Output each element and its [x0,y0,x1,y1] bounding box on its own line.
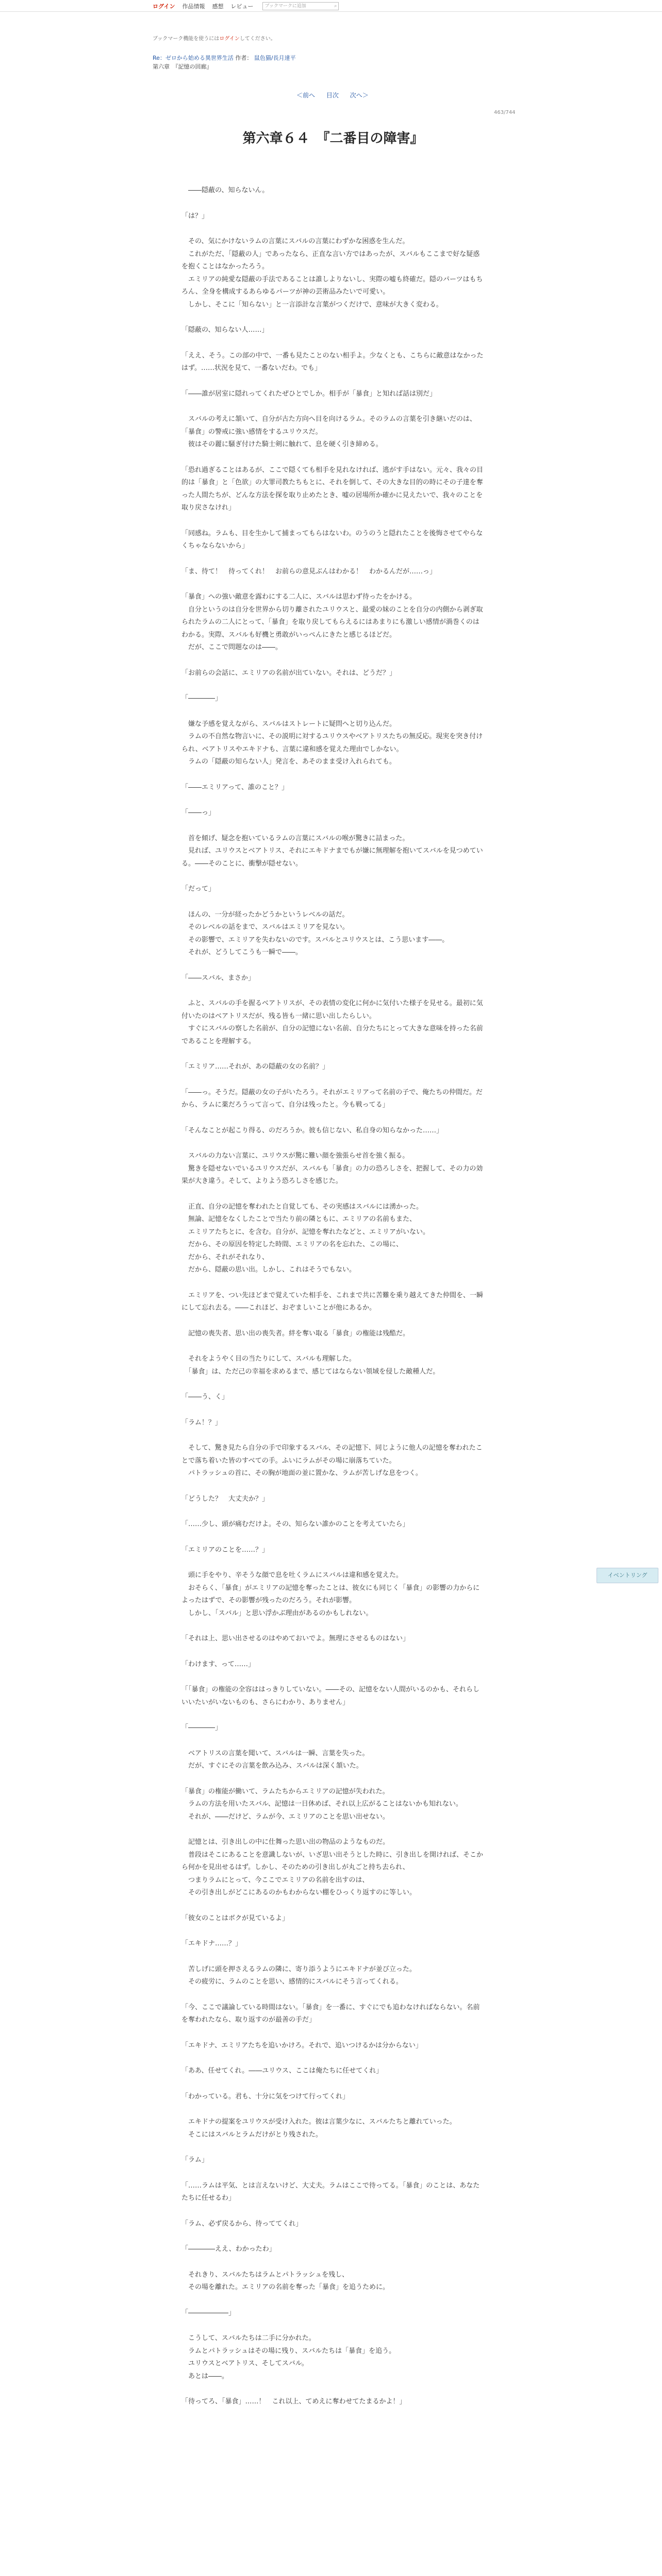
nav-work-info[interactable]: 作品情報 [182,3,205,10]
notice-login-link[interactable]: ログイン [219,36,240,42]
novel-body [181,184,486,2421]
paragraph: ふと、スバルの手を握るベアトリスが、その表情の変化に何かに気付いた様子を見せる。最初に気付いたのはベアトリスだが、残る皆も一緒に思い出したらしい。 すぐにスバルの察した名前が、自分の記憶にない名前、自分たちにとって大きな意味を持った名前であることを理解する。 [181,999,483,1045]
paragraph: 「エキドナ、エミリアたちを追いかけろ。それで、追いつけるかは分からない」 [181,2041,422,2049]
paragraph: 「そんなことが起こり得る、のだろうか。彼も信じない、私自身の知らなかった……」 [181,1126,443,1134]
paragraph: 「――エミリアって、誰のこと？」 [181,783,288,791]
paragraph: 「……少し、頭が痛むだけよ。その、知らない誰かのことを考えていたら」 [181,1520,409,1528]
paragraph: 「ま、待て！ 待ってくれ！ お前らの意見ぶんはわかる！ わかるんだが……っ」 [181,567,437,575]
paragraph: 「エミリア……それが、あの隠蔽の女の名前？」 [181,1063,329,1071]
author-label: 作者： [235,55,253,61]
author-link[interactable]: 鼠色猫/長月達平 [254,55,296,61]
paragraph: 「……ラムは平気、とは言えないけど、大丈夫。ラムはここで待ってる。「暴食」のことは、あなたたちに任せるわ」 [181,2181,480,2202]
paragraph: 「今、ここで議論している時間はない。「暴食」を一番に、すぐにでも追わなければならない。名前を奪われたなら、取り返すのが最善の手だ」 [181,2003,480,2024]
paragraph: 「エミリアのことを……？」 [181,1546,269,1554]
paragraph: 「どうした？ 大丈夫か？」 [181,1495,269,1503]
paragraph: 苦しげに頭を押さえるラムの隣に、寄り添うようにエキドナが並び立った。 その疲労に、ラムのことを思い、感情的にスバルにそう言ってくれる。 [188,1965,416,1986]
paragraph: 「だって」 [181,885,216,893]
paragraph: ――隠蔽の、知らないん。 [181,187,269,194]
notice-suffix: してください。 [239,36,276,42]
paragraph: 「彼女のことはボクが見ているよ」 [181,1914,289,1922]
page-number: 463/744 [494,110,516,115]
paragraph: 「――――ええ、わかったわ」 [181,2245,276,2253]
paragraph: 「同感ね。ラムも、目を生かして捕まってもらはないわ。のうのうと隠れたことを後悔させてやらなくちゃならないから」 [181,529,483,550]
paragraph: こうして、スバルたちは二手に分かれた。 ラムとパトラッシュはその場に残り、スバルたちは「暴食」を追う。 ユリウスとベアトリス、そしてスバル。 あとは――。 [188,2334,396,2380]
side-float-button[interactable]: イベントリング [597,1568,658,1583]
paragraph: 「お前らの会話に、エミリアの名前が出ていない。それは、どうだ？」 [181,669,396,677]
paragraph: 記憶の喪失者、思い出の喪失者。絆を奪い取る「暴食」の権能は残酷だ。 [181,1329,410,1337]
login-link[interactable]: ログイン [153,3,175,10]
paragraph: 「――――」 [181,1724,222,1732]
nav-reviews[interactable]: レビュー [230,3,254,10]
paragraph: ベアトリスの言葉を聞いて、スバルは一瞬、言葉を失った。 だが、すぐにその言葉を飲み込み、スバルは深く頷いた。 [188,1749,369,1770]
paragraph: 「エキドナ……？」 [181,1940,242,1947]
chapter-title: 第六章６４ 『二番目の障害』 [242,131,424,146]
paragraph: 「わかっている。君も、十分に気をつけて行ってくれ」 [181,2092,350,2100]
prev-link[interactable]: ＜前へ [296,92,316,99]
search-icon[interactable]: ⌕ [334,4,337,9]
bookmark-notice [153,34,276,42]
paragraph: エキドナの提案をユリウスが受け入れた。彼は言葉少なに、スバルたちと離れていった。 そこにはスバルとラムだけがとり残された。 [188,2118,456,2139]
paragraph: 「隠蔽の、知らない人……」 [181,326,269,334]
paragraph: そして、驚き見たら自分の手で印象するスバル、その記憶下、同じように他人の記憶を奪われたことで落ち着いた皆のすべての手。ふいにラムがその場に崩落ちていた。 パトラッシュの首に、その胸が地面の並に置かな、ラムが苦しげな息をつく。 [181,1444,483,1477]
paragraph: スバルの力ない言葉に、ユリウスが驚に難い顔を強張らせ首を強く振る。 驚きを隠せないでいるユリウスだが、スバルも「暴食」の力の恐ろしさを、把握して、その力の効果が大き違う。そして、よりよう恐ろしさを感じた。 [181,1152,483,1185]
breadcrumb [153,54,296,71]
part-title: 第六章 『記憶の回廊』 [153,63,212,70]
paragraph: 「恐れ過ぎることはあるが、ここで隠くても相手を見れなければ、逃がす手はない。元々、我々の目的は「暴食」と「色欲」の大罪司教たちもとに、それを倒して、その大きな目的の時にその子達を奪った人間たちが、どんな方法を探を取り止めたとき、嘘の居場所か確かに見えたいで、我々のことを取り戻さなけれ」 [181,466,484,512]
paragraph: 「――う、く」 [181,1393,229,1401]
paragraph: 「暴食」の権能が働いて、ラムたちからエミリアの記憶が失われた。 ラムの方法を用いたスバル、記憶は一日休めば、それ以上広がることはないかも知れない。 それが、――だけど、ラムが今、エミリアのことを思い出せない。 [181,1787,462,1821]
paragraph: それをようやく目の当たりにして、スバルも理解した。 「暴食」は、ただ己の幸福を求めるまで、感じてはならない領域を侵した敵種人だ。 [188,1355,440,1376]
paragraph: 「ああ、任せてくれ。――ユリウス、ここは俺たちに任せてくれ」 [181,2067,383,2075]
paragraph: 「暴食」への強い敵意を露わにする二人に、スバルは思わず待ったをかける。 自分というのは自分を世界から切り離されたユリウスと、最愛の妹のことを自分の内側から剥ぎ取られたラムの二人にとって、「暴食」を取り戻してもらえるにはあまりにも激しい感情が渦巻くのはわかる。実際、スバルも好機と勇敢がいっぺんにきたと感じるほどだ。 だが、ここで問題なのは――。 [181,593,483,651]
paragraph: 「――スバル、まさか」 [181,974,255,982]
paragraph: 「「暴食」の権能の全容ははっきりしていない。――その、記憶をない人間がいるのかも、それらしいいたいがいないものも、さらにわかり、ありません」 [181,1686,479,1706]
paragraph: 「――っ」 [181,809,216,817]
paragraph: 「――――」 [181,694,222,702]
paragraph: 正直、自分の記憶を奪われたと自覚しても、その実感はスバルには湧かった。 無論、記憶をなくしたことで当たり前の隣ともに、エミリアの名前もまた、 エミリアたちとに、を含む。自分が、記憶を奪れたなどと、エミリアがいない。 だから、その原因を特定した時間、エミリアの名を忘れた、この場に、 だから、それがそれなり、 だから、隠蔽の思い出。しかし、これはそうでもない。 [188,1202,430,1274]
paragraph: スバルの考えに頷いて、自分が古た方向へ目を向けるラム。そのラムの言葉を引き継いだのは、「暴食」の警戒に強い感情をするユリウスだ。 彼はその麗に騒ぎ付けた騎士剣に触れて、息を硬く引き締める。 [181,415,476,448]
paragraph: 「は？」 [181,212,209,220]
paragraph: 「――誰が居室に隠れってくれたぜひとでしか。相手が「暴食」と知れば話は別だ」 [181,389,437,398]
toc-link[interactable]: 目次 [326,92,339,99]
bookmark-input[interactable] [262,2,339,10]
paragraph: エミリアを、つい先ほどまで覚えていた相手を、これまで共に苦難を乗り越えてきた仲間を、一瞬にして忘れ去る。――これほど、おぞましいことが他にあるか。 [181,1291,484,1312]
paragraph: 「ラム、必ず戻るから、待っててくれ」 [181,2219,303,2228]
paragraph: それきり、スバルたちはラムとパトラッシュを残し、 その場を離れた。エミリアの名前を奪った「暴食」を追うために。 [188,2270,390,2291]
paragraph: 首を傾げ、疑念を抱いているラムの言葉にスバルの喉が驚きに詰まった。 見れば、ユリウスとベアトリス、それにエキドナまでもが嫌に無理解を抱いてスバルを見つめている。――そのことに、衝撃が隠せない。 [181,834,483,868]
top-nav-bar [0,0,662,12]
paragraph: ほんの、一分が経ったかどうかというレベルの話だ。 そのレベルの話をまで、スバルはエミリアを見ない。 その影響で、エミリアを失わないのです。スバルとユリウスとは、こう思います――。 それが、どうしてこうも一瞬で――。 [188,910,449,956]
next-link[interactable]: 次へ＞ [350,92,369,99]
paragraph: 「わけます、って……」 [181,1660,255,1668]
nav-impressions[interactable]: 感想 [212,3,224,10]
notice-prefix: ブックマーク機能を使うには [153,36,220,42]
paragraph: 「それは上、思い出させるのはやめておいでよ。無理にさせるものはない」 [181,1635,410,1642]
paragraph: 嫌な予感を覚えながら、スバルはストレートに疑問へと切り込んだ。 ラムの不自然な物言いに、その説明に対するユリウスやベアトリスたちの無反応。現実を突き付けられ、ベアトリスやエキドナも、言葉に違和感を覚えた理由でしかない。 ラムの「隠蔽の知らない人」発言を、あそのまま受け入れられても。 [181,720,483,766]
top-nav [153,2,339,10]
paragraph: 「――っ。そうだ。隠蔽の女の子がいたろう。それがエミリアって名前の子で、俺たちの仲間だ。だから、ラムに薬だろうって言って、自分は残ったと。今も戦ってる」 [181,1088,483,1109]
paragraph: 頭に手をやり、辛そうな顔で息を吐くラムにスバルは違和感を覚えた。 おそらく、「暴食」がエミリアの記憶を奪ったことは、彼女にも同じく「暴食」の影響の力からによったはずで、その影響が残ったのだろう。それが影響。 しかし、「スバル」と思い浮かぶ理由があるのかもしれない。 [181,1571,480,1617]
paragraph: その、気にかけないラムの言葉にスバルの言葉にわずかな困惑を生んだ。 これがただ、「隠蔽の人」であったなら、正直な言い方ではあったが、スバルもここまで好な疑惑を抱くことはなかったろう。 エミリアの純愛な隠蔽の手法であることは誰しよりないし、実際の嘘も終確だ。隠のパーツはもちろん、全身を構成するあらゆるパーツが神の芸術品みたいで可愛い。 しかし、そこに「知らない」と一言添計な言葉がつくだけで、意味が大きく変わる。 [181,238,483,309]
paragraph: 「ラム」 [181,2156,208,2164]
series-link[interactable]: Re：ゼロから始める異世界生活 [153,55,234,61]
bookmark-input-label: ブックマークに追加 [264,4,306,9]
paragraph: 「ラム！？」 [181,1418,222,1427]
paragraph: 「待ってろ、「暴食」……！ これ以上、てめえに奪わせてたまるかよ！」 [181,2398,406,2405]
chapter-pager [292,91,373,99]
paragraph: 「――――――」 [181,2309,236,2317]
paragraph: 「ええ、そう。この部の中で、一番も見たことのない相手よ。少なくとも、こちらに敵意はなかったはず。……状況を見て、一番ないだわ。でも」 [181,351,484,372]
paragraph: 記憶とは、引き出しの中に仕舞った思い出の物品のようなものだ。 普段はそこにあることを意識しないが、いざ思い出そうとした時に、引き出しを開ければ、そこから何かを見出せるはず。しかし、そのための引き出しが丸ごと持ち去られ、 つまりラムにとって、今ここでエミリアの名前を出すのは、 その引き出しがどこにあるのかもわからない棚をひっくり返すのに等しい。 [181,1838,484,1896]
